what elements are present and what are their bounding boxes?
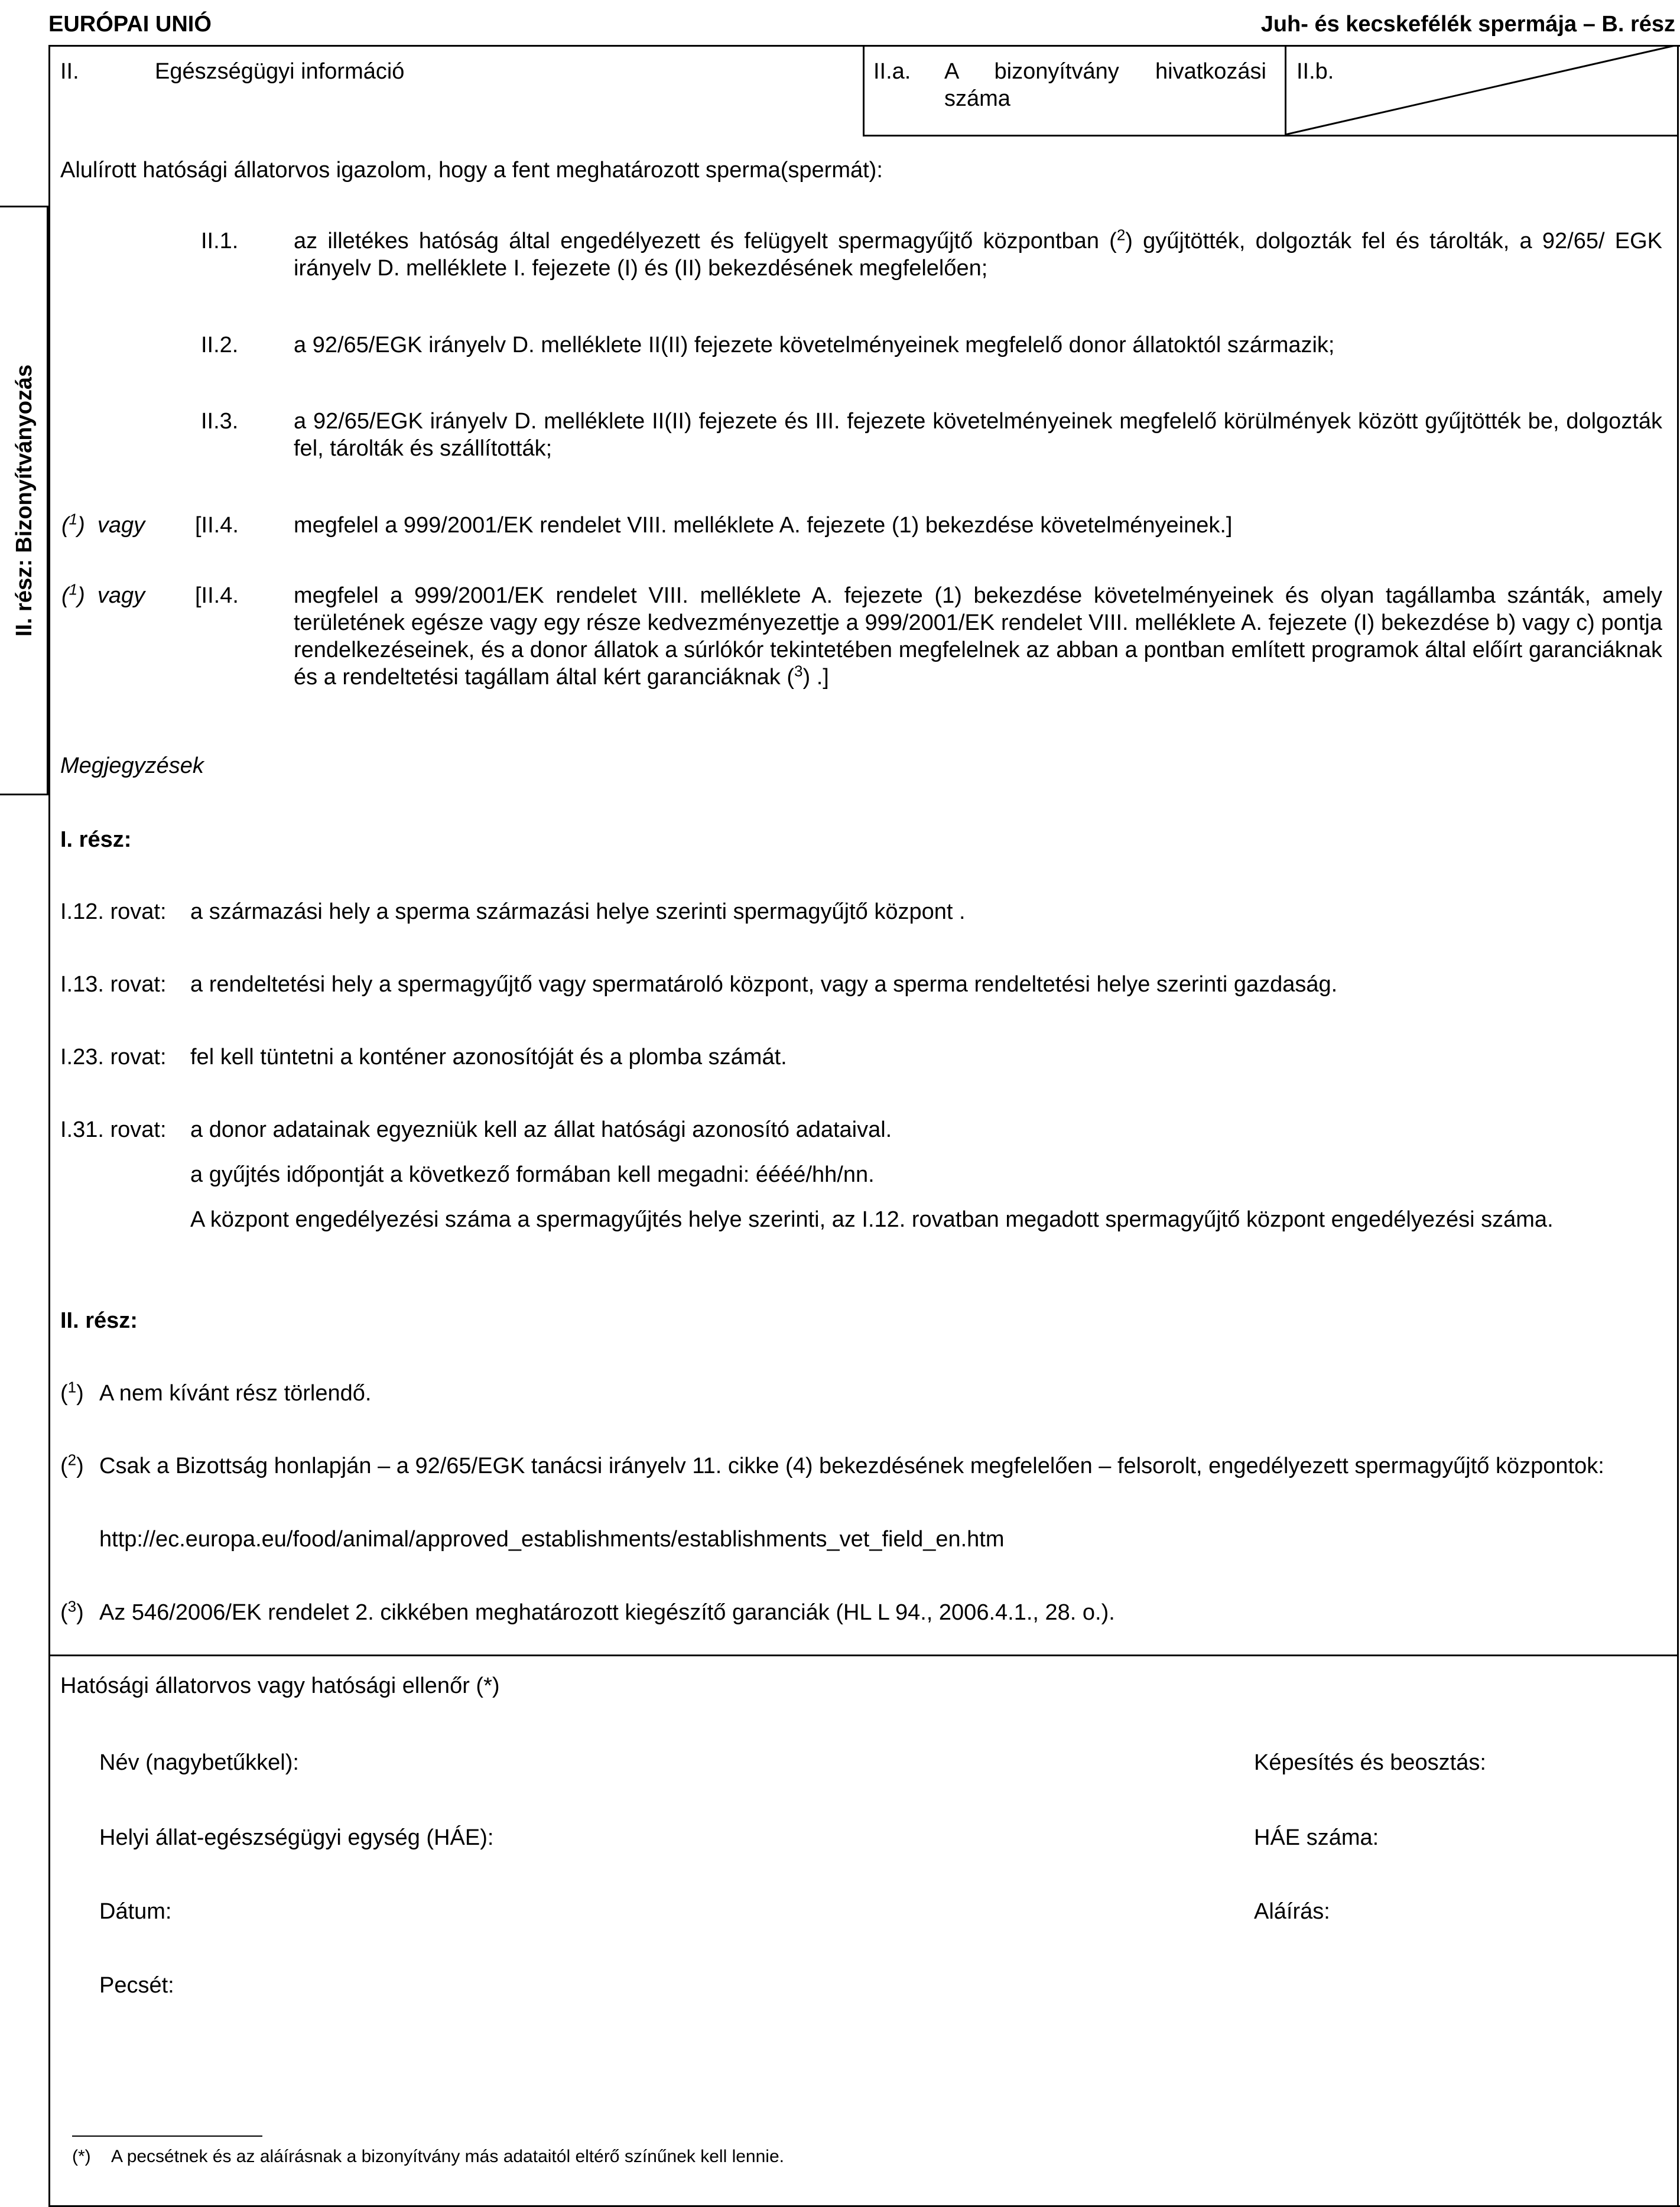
name-label: Név (nagybetűkkel):: [99, 1750, 299, 1775]
item-3-text: a 92/65/EGK irányelv D. melléklete II(II) fejezete és III. fejezete követelményeinek megfelelő körülmények között gyűjtötték be, dolgozták fel, tárolták és szállították;: [294, 409, 1662, 461]
part2-title: II. rész:: [60, 1308, 138, 1333]
note-i23-label: I.23. rovat:: [60, 1045, 167, 1070]
footnote-rule: [72, 2136, 262, 2137]
footnote-1-text: A nem kívánt rész törlendő.: [99, 1381, 372, 1406]
side-tab-label: II. rész: Bizonyítványozás: [12, 364, 37, 637]
item-4a-num: [II.4.: [195, 513, 239, 538]
footnote-3-text: Az 546/2006/EK rendelet 2. cikkében meghatározott kiegészítő garanciák (HL L 94., 2006.4.1., 28. o.).: [99, 1600, 1115, 1625]
approved-centres-link[interactable]: http://ec.europa.eu/food/animal/approved_establishments/establishments_vet_field_en.htm: [99, 1527, 1005, 1552]
qualification-label: Képesítés és beosztás:: [1254, 1750, 1486, 1775]
note-i13-text: a rendeltetési hely a spermagyűjtő vagy spermatároló központ, vagy a sperma rendeltetési helye szerinti gazdaság.: [190, 972, 1338, 997]
top-col2-num: II.a.: [873, 59, 911, 84]
item-2-text: a 92/65/EGK irányelv D. melléklete II(II) fejezete követelményeinek megfelelő donor állatoktól származik;: [294, 333, 1335, 357]
item-1-text: az illetékes hatóság által engedélyezett és felügyelt spermagyűjtő központban ($^2$) gyűjtötték, dolgozták fel és tárolták, a 92/65/ EGK irányelv D. melléklete I. fejezete (I) és (II) bekezdésének megfelelően;: [294, 226, 1662, 281]
footnote-3-num: ($^3$): [60, 1597, 84, 1625]
footnote-2-text: Csak a Bizottság honlapján – a 92/65/EGK tanácsi irányelv 11. cikke (4) bekezdésének megfelelően – felsorolt, engedélyezett spermagyűjtő központok:: [99, 1454, 1604, 1478]
signature-label: Aláírás:: [1254, 1899, 1330, 1924]
note-i31-label: I.31. rovat:: [60, 1117, 167, 1142]
item-4a-prefix: ($^1$) vagy: [61, 510, 145, 538]
frame-right: [1677, 45, 1679, 2207]
note-i12-label: I.12. rovat:: [60, 899, 167, 924]
frame-left: [48, 45, 50, 2207]
note-i12-text: a származási hely a sperma származási helye szerinti spermagyűjtő központ .: [190, 899, 966, 924]
item-4b-text: megfelel a 999/2001/EK rendelet VIII. melléklete A. fejezete (1) bekezdése követelményeinek és olyan tagállamba szánták, amely területének egésze vagy egy része kedvezményezettje a 999/2001/EK rendelet VIII. melléklete A. fejezete (I) bekezdése b) vagy c) pontja rendelkezéseinek, és a donor állatok a súrlókór tekintetében megfelelnek az abban a pontban említett programok által előírt garanciáknak és a rendeltetési tagállam által kért garanciáknak ($^3$) .]: [294, 583, 1662, 690]
top-col1-label: Egészségügyi információ: [155, 59, 405, 84]
note-i23-text: fel kell tüntetni a konténer azonosítóját és a plomba számát.: [190, 1045, 787, 1070]
item-4b-num: [II.4.: [195, 583, 239, 608]
header-right: Juh- és kecskefélék spermája – B. rész: [1260, 12, 1675, 37]
note-i13-label: I.13. rovat:: [60, 972, 167, 997]
date-label: Dátum:: [99, 1899, 172, 1924]
unit-label: Helyi állat-egészségügyi egység (HÁE):: [99, 1825, 494, 1850]
stamp-label: Pecsét:: [99, 1973, 174, 1998]
footnote-2-num: ($^2$): [60, 1451, 84, 1478]
part1-title: I. rész:: [60, 827, 132, 852]
header-left: EURÓPAI UNIÓ: [48, 12, 212, 37]
top-col2-label: A bizonyítvány hivatkozási száma: [944, 59, 1266, 111]
top-table-div1: [863, 45, 865, 136]
footnote-1-num: ($^1$): [60, 1378, 84, 1406]
note-i31-text: a donor adatainak egyezniük kell az állat hatósági azonosító adataival.: [190, 1117, 892, 1142]
signature-title: Hatósági állatorvos vagy hatósági ellenőr (*): [60, 1673, 500, 1698]
item-4b-prefix: ($^1$) vagy: [61, 580, 145, 608]
intro-text: Alulírott hatósági állatorvos igazolom, hogy a fent meghatározott sperma(spermát):: [60, 158, 883, 183]
footnote-star-text: A pecsétnek és az aláírásnak a bizonyítvány más adataitól eltérő színűnek kell lennie.: [111, 2147, 784, 2166]
item-4a-text: megfelel a 999/2001/EK rendelet VIII. melléklete A. fejezete (1) bekezdése követelményeinek.]: [294, 513, 1233, 538]
diagonal-strike: [1285, 45, 1679, 136]
top-col1-num: II.: [60, 59, 79, 84]
item-3-num: II.3.: [201, 409, 239, 434]
note-i31-date-format: a gyűjtés időpontját a következő formában kell megadni: éééé/hh/nn.: [190, 1162, 875, 1187]
signature-divider: [48, 1655, 1679, 1656]
item-1-num: II.1.: [201, 229, 239, 253]
footnote-star-mark: (*): [72, 2147, 91, 2166]
top-col3-num: II.b.: [1296, 59, 1334, 84]
unit-number-label: HÁE száma:: [1254, 1825, 1379, 1850]
note-i31-approval: A központ engedélyezési száma a spermagyűjtés helye szerinti, az I.12. rovatban megadott spermagyűjtő központ engedélyezési száma.: [190, 1207, 1554, 1232]
notes-title: Megjegyzések: [60, 753, 204, 778]
item-2-num: II.2.: [201, 333, 239, 357]
